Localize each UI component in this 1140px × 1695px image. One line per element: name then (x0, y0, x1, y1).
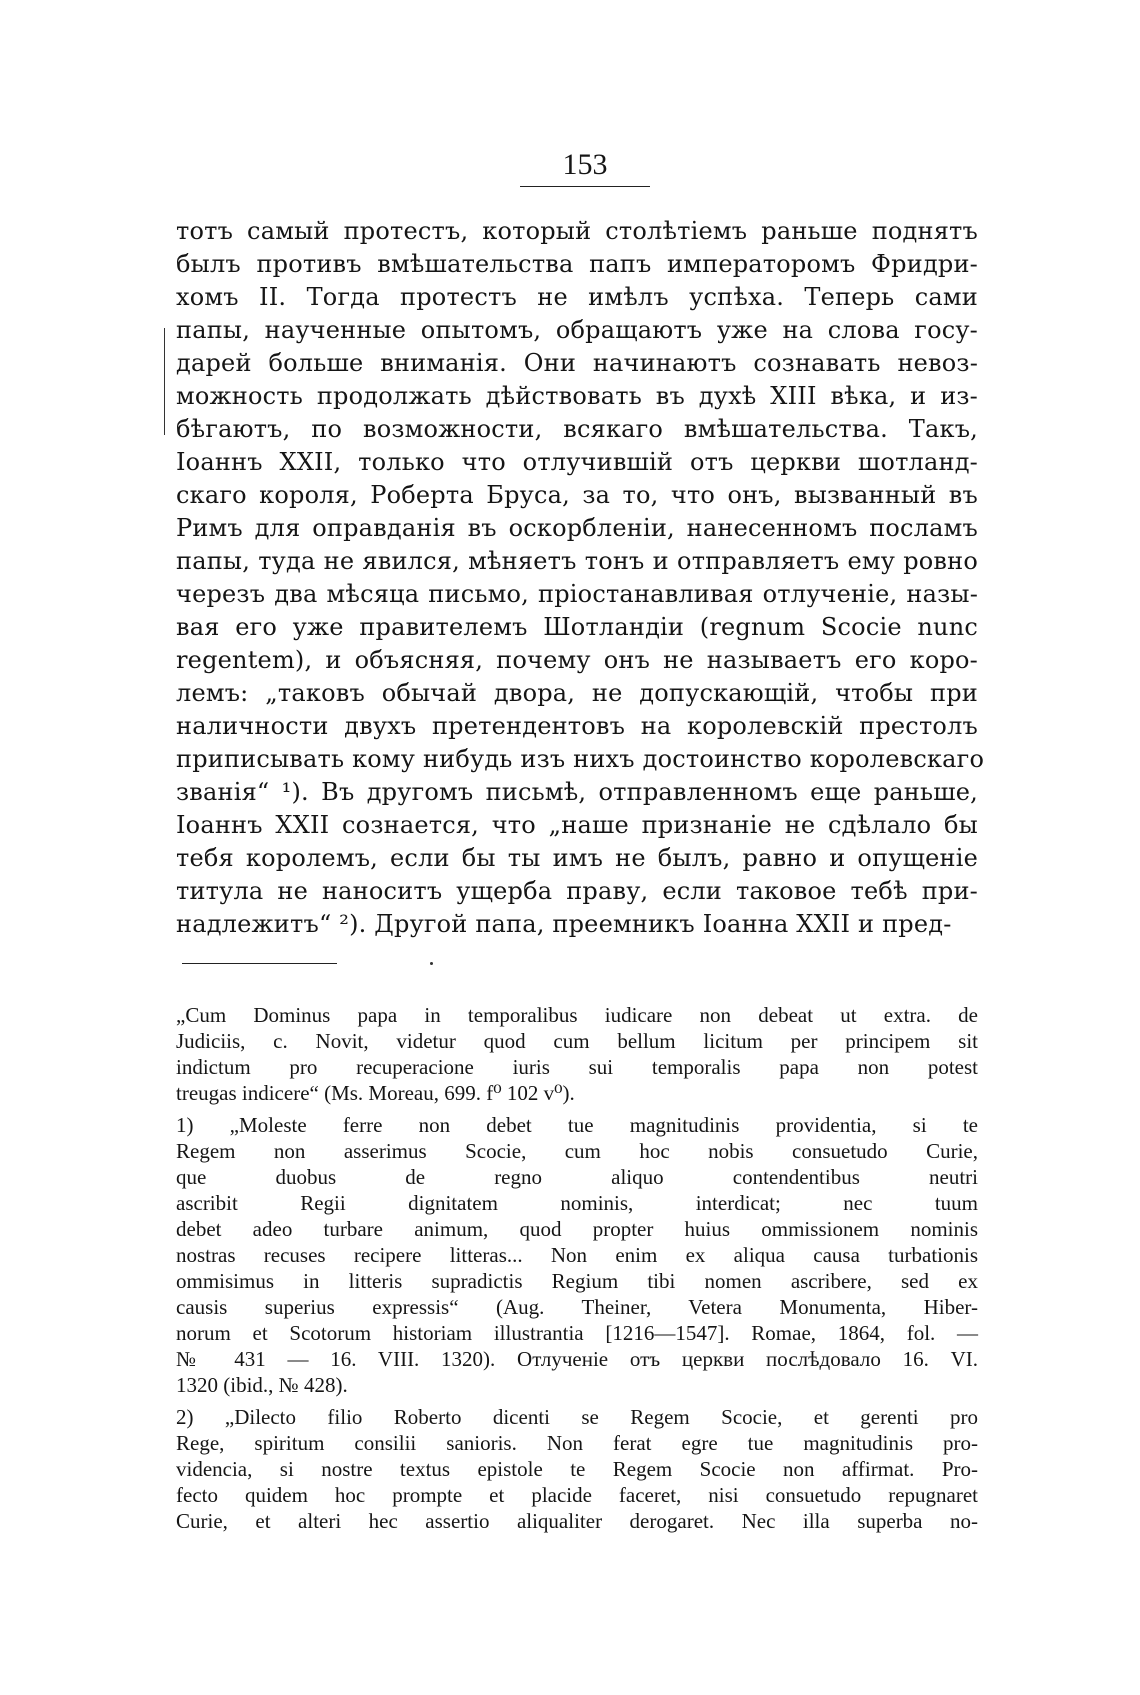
footnote-line: fecto quidem hoc prompte et placide faceret, nisi consuetudo repugnaret (176, 1483, 978, 1507)
footnote-line: treugas indicere“ (Ms. Moreau, 699. f⁰ 102 v⁰). (176, 1081, 575, 1105)
footnote-line: que duobus de regno aliquo contendentibus neutri (176, 1165, 978, 1189)
footnote-line: ascribit Regii dignitatem nominis, interdicat; nec tuum (176, 1191, 978, 1215)
text-line: можность продолжать дѣйствовать въ духѣ XIII вѣка, и из- (176, 382, 978, 410)
text-line: вая его уже правителемъ Шотландіи (regnum Scocie nunc (176, 613, 978, 641)
text-line: скаго короля, Роберта Бруса, за то, что онъ, вызванный въ (176, 481, 978, 509)
footnote-2 (176, 1404, 978, 1534)
text-line: папы, туда не явился, мѣняетъ тонъ и отправляетъ ему ровно (176, 547, 978, 575)
text-line: regentem), и объясняя, почему онъ не называетъ его коро- (176, 646, 978, 674)
text-line: дарей больше вниманія. Они начинаютъ сознавать невоз- (176, 349, 978, 377)
footnote-line: Curie, et alteri hec assertio aliqualiter derogaret. Nec illa superba no- (176, 1509, 978, 1533)
text-line: черезъ два мѣсяца письмо, пріостанавливая отлученіе, назы- (176, 580, 978, 608)
page-number-rule (520, 186, 650, 187)
margin-bracket-mark (164, 328, 171, 435)
footnote-separator-dot (430, 962, 433, 965)
footnote-line: videncia, si nostre textus epistole te Regem Scocie non affirmat. Pro- (176, 1457, 978, 1481)
text-line: Римъ для оправданія въ оскорбленіи, нанесенномъ посламъ (176, 514, 978, 542)
page-number: 153 (562, 148, 608, 181)
footnote-line: debet adeo turbare animum, quod propter huius ommissionem nominis (176, 1217, 978, 1241)
text-line: Іоаннъ XXII сознается, что „наше признаніе не сдѣлало бы (176, 811, 978, 839)
footnote-line: norum et Scotorum historiam illustrantia [1216—1547]. Romae, 1864, fol. — (176, 1321, 978, 1345)
text-line: тебя королемъ, если бы ты имъ не былъ, равно и опущеніе (176, 844, 978, 872)
footnote-line: „Cum Dominus papa in temporalibus iudicare non debeat ut extra. de (176, 1003, 978, 1027)
text-line: хомъ II. Тогда протестъ не имѣлъ успѣха. Теперь сами (176, 283, 978, 311)
footnotes (176, 1002, 978, 1534)
text-line: лемъ: „таковъ обычай двора, не допускающій, чтобы при (176, 679, 978, 707)
footnote-line: 1) „Moleste ferre non debet tue magnitudinis providentia, si te (176, 1113, 978, 1137)
footnote-line: Regem non asserimus Scocie, cum hoc nobis consuetudo Curie, (176, 1139, 978, 1163)
text-line: былъ противъ вмѣшательства папъ императоромъ Фридри- (176, 250, 978, 278)
footnote-line: Judiciis, c. Novit, videtur quod cum bellum licitum per principem sit (176, 1029, 978, 1053)
footnote-line: ommisimus in litteris supradictis Regium tibi nomen ascribere, sed ex (176, 1269, 978, 1293)
text-line: приписывать кому нибудь изъ нихъ достоинство королевскаго (176, 745, 985, 773)
text-line: папы, наученные опытомъ, обращаютъ уже на слова госу- (176, 316, 978, 344)
text-line: Іоаннъ XXII, только что отлучившій отъ церкви шотланд- (176, 448, 978, 476)
text-line: званія“ ¹). Въ другомъ письмѣ, отправленномъ еще раньше, (176, 778, 978, 806)
footnote-line: indictum pro recuperacione iuris sui temporalis papa non potest (176, 1055, 978, 1079)
main-text (176, 215, 985, 941)
footnote-separator (182, 963, 337, 964)
text-line: надлежитъ“ ²). Другой папа, преемникъ Іоанна XXII и пред- (176, 910, 952, 938)
footnote-line: № 431 — 16. VIII. 1320). Отлученіе отъ церкви послѣдовало 16. VI. (176, 1347, 978, 1371)
footnote-1 (176, 1112, 978, 1398)
footnote-line: Rege, spiritum consilii sanioris. Non ferat egre tue magnitudinis pro- (176, 1431, 978, 1455)
text-line: тотъ самый протестъ, который столѣтіемъ раньше поднятъ (176, 217, 978, 245)
footnote-line: 2) „Dilecto filio Roberto dicenti se Regem Scocie, et gerenti pro (176, 1405, 978, 1429)
footnote-line: nostras recuses recipere litteras... Non enim ex aliqua causa turbationis (176, 1243, 978, 1267)
footnote-continuation (176, 1002, 978, 1106)
footnote-line: causis superius expressis“ (Aug. Theiner, Vetera Monumenta, Hiber- (176, 1295, 978, 1319)
text-line: бѣгаютъ, по возможности, всякаго вмѣшательства. Такъ, (176, 415, 978, 443)
text-line: наличности двухъ претендентовъ на королевскій престолъ (176, 712, 978, 740)
text-line: титула не наноситъ ущерба праву, если таковое тебѣ при- (176, 877, 978, 905)
footnote-line: 1320 (ibid., № 428). (176, 1373, 348, 1397)
